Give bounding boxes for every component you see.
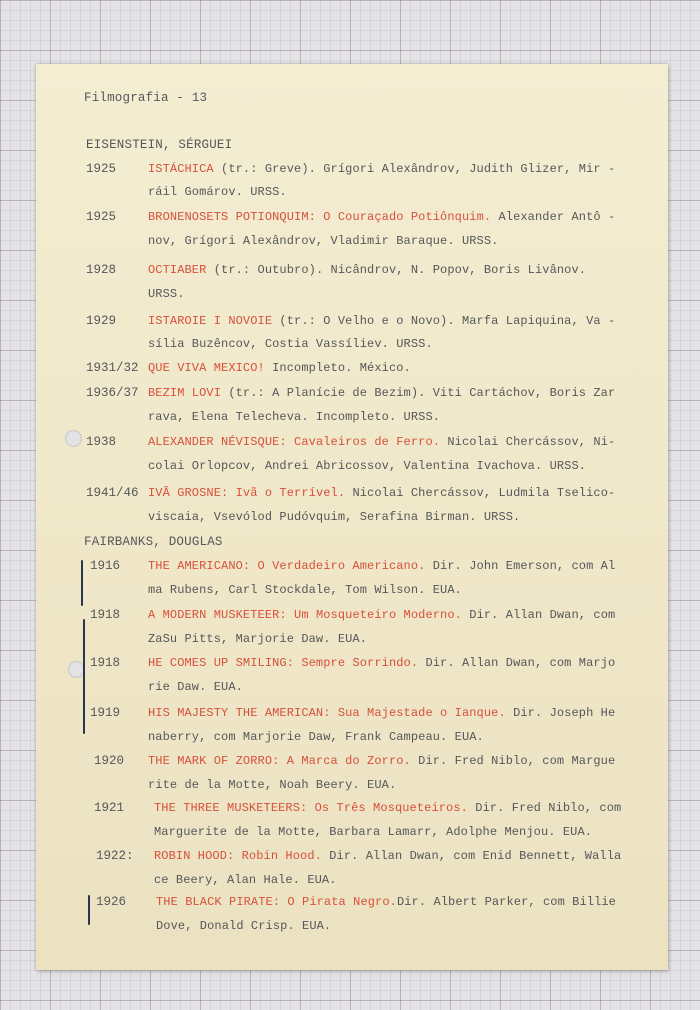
entry-year: 1926 — [96, 895, 127, 909]
film-title-pt: Ivã o Terrível. — [228, 486, 346, 500]
film-title: THE BLACK PIRATE: — [156, 895, 281, 909]
entry-text: Dir. Fred Niblo, com — [467, 801, 622, 815]
film-title: THE AMERICANO: — [148, 559, 251, 573]
film-title-pt: Sempre Sorrindo. — [294, 656, 419, 670]
film-title-pt: O Couraçado Potiônquim. — [315, 210, 492, 224]
entry-line: colai Orlopcov, Andrei Abricossov, Valentina Ivachova. URSS. — [148, 459, 587, 473]
film-title: A MODERN MUSKETEER: — [148, 608, 287, 622]
entry-line: rie Daw. EUA. — [148, 680, 243, 694]
entry-text: Dir. John Emerson, com Al — [425, 559, 616, 573]
entry-line — [154, 801, 621, 815]
entry-line — [148, 559, 615, 573]
entry-line — [148, 706, 615, 720]
entry-line: rite de la Motte, Noah Beery. EUA. — [148, 778, 397, 792]
entry-line — [148, 386, 615, 400]
film-title-pt: Cavaleiros de Ferro. — [286, 435, 441, 449]
entry-line: viscaia, Vsevólod Pudóvquim, Serafina Birman. URSS. — [148, 510, 521, 524]
pen-margin-mark — [81, 560, 83, 606]
entry-text: (tr.: Outubro). Nicândrov, N. Popov, Boris Livânov. — [206, 263, 587, 277]
entry-year: 1941/46 — [86, 486, 139, 500]
entry-line: ZaSu Pitts, Marjorie Daw. EUA. — [148, 632, 368, 646]
entry-line — [148, 162, 615, 176]
film-title: ALEXANDER NÉVISQUE: — [148, 435, 287, 449]
pen-margin-mark — [88, 895, 90, 925]
entry-line — [148, 754, 615, 768]
entry-year: 1929 — [86, 314, 117, 328]
entry-line: Dove, Donald Crisp. EUA. — [156, 919, 332, 933]
entry-line: ma Rubens, Carl Stockdale, Tom Wilson. EUA. — [148, 583, 462, 597]
entry-year: 1921 — [94, 801, 125, 815]
film-title: IVÃ GROSNE: — [148, 486, 229, 500]
section-title: FAIRBANKS, DOUGLAS — [84, 535, 223, 549]
entry-text: (tr.: O Velho e o Novo). Marfa Lapiquina, Va - — [272, 314, 616, 328]
entry-text: (tr.: A Planície de Bezim). Viti Cartáchov, Boris Zar — [221, 386, 616, 400]
entry-line: URSS. — [148, 287, 185, 301]
page-header: Filmografia - 13 — [84, 91, 208, 105]
entry-text: Dir. Fred Niblo, com Margue — [410, 754, 616, 768]
entry-line — [156, 895, 616, 909]
film-title: HIS MAJESTY THE AMERICAN: — [148, 706, 331, 720]
entry-year: 1920 — [94, 754, 125, 768]
entry-text: Dir. Allan Dwan, com — [461, 608, 616, 622]
film-title-pt: O Verdadeiro Americano. — [250, 559, 426, 573]
entry-line — [148, 608, 615, 622]
entry-year: 1938 — [86, 435, 117, 449]
film-title-pt: A Marca do Zorro. — [279, 754, 411, 768]
entry-line: nov, Grígori Alexândrov, Vladimir Baraque. URSS. — [148, 234, 499, 248]
film-title: THE THREE MUSKETEERS: — [154, 801, 308, 815]
entry-text: Nicolai Chercássov, Ni- — [440, 435, 616, 449]
entry-year: 1928 — [86, 263, 117, 277]
entry-year: 1931/32 — [86, 361, 139, 375]
entry-text: Dir. Allan Dwan, com Enid Bennett, Walla — [321, 849, 622, 863]
entry-line — [148, 435, 615, 449]
entry-year: 1922: — [96, 849, 134, 863]
film-title: THE MARK OF ZORRO: — [148, 754, 280, 768]
film-title: HE COMES UP SMILING: — [148, 656, 295, 670]
section-title: EISENSTEIN, SÉRGUEI — [86, 138, 233, 152]
entry-line: rava, Elena Telecheva. Incompleto. URSS. — [148, 410, 441, 424]
entry-year: 1925 — [86, 162, 117, 176]
entry-text: Dir. Joseph He — [505, 706, 616, 720]
entry-line: sília Buzêncov, Costia Vassíliev. URSS. — [148, 337, 433, 351]
film-title: ROBIN HOOD: — [154, 849, 235, 863]
typewritten-page — [36, 64, 668, 970]
punch-hole — [65, 430, 82, 447]
entry-line — [148, 314, 615, 328]
entry-year: 1918 — [90, 608, 121, 622]
film-title-pt: Sua Majestade o Ianque. — [330, 706, 506, 720]
film-title: QUE VIVA MEXICO! — [148, 361, 265, 375]
entry-line — [148, 210, 615, 224]
entry-year: 1916 — [90, 559, 121, 573]
entry-line — [154, 849, 621, 863]
entry-line — [148, 486, 615, 500]
entry-text: (tr.: Greve). Grígori Alexândrov, Judith Glizer, Mir - — [213, 162, 616, 176]
entry-line: ráil Gomárov. URSS. — [148, 185, 287, 199]
entry-text: Dir. Allan Dwan, com Marjo — [418, 656, 616, 670]
entry-line: naberry, com Marjorie Daw, Frank Campeau. EUA. — [148, 730, 484, 744]
entry-text: Dir. Albert Parker, com Billie — [396, 895, 616, 909]
entry-line — [148, 263, 586, 277]
film-title-pt: Um Mosqueteiro Moderno. — [286, 608, 462, 622]
entry-year: 1918 — [90, 656, 121, 670]
entry-year: 1936/37 — [86, 386, 139, 400]
entry-line: Marguerite de la Motte, Barbara Lamarr, Adolphe Menjou. EUA. — [154, 825, 593, 839]
entry-line: ce Beery, Alan Hale. EUA. — [154, 873, 337, 887]
entry-year: 1919 — [90, 706, 121, 720]
entry-line — [148, 656, 615, 670]
film-title: ISTÁCHICA — [148, 162, 214, 176]
film-title-pt: Robin Hood. — [234, 849, 322, 863]
entry-text: Nicolai Chercássov, Ludmila Tselico- — [345, 486, 616, 500]
film-title: OCTIABER — [148, 263, 207, 277]
film-title-pt: O Pirata Negro. — [280, 895, 397, 909]
film-title-pt: Os Três Mosqueteiros. — [307, 801, 468, 815]
entry-text: Incompleto. México. — [264, 361, 411, 375]
entry-year: 1925 — [86, 210, 117, 224]
film-title: BRONENOSETS POTIONQUIM: — [148, 210, 316, 224]
film-title: BEZIM LOVI — [148, 386, 222, 400]
pen-margin-mark — [83, 619, 85, 734]
film-title: ISTAROIE I NOVOIE — [148, 314, 273, 328]
entry-line — [148, 361, 411, 375]
entry-text: Alexander Antô - — [491, 210, 616, 224]
